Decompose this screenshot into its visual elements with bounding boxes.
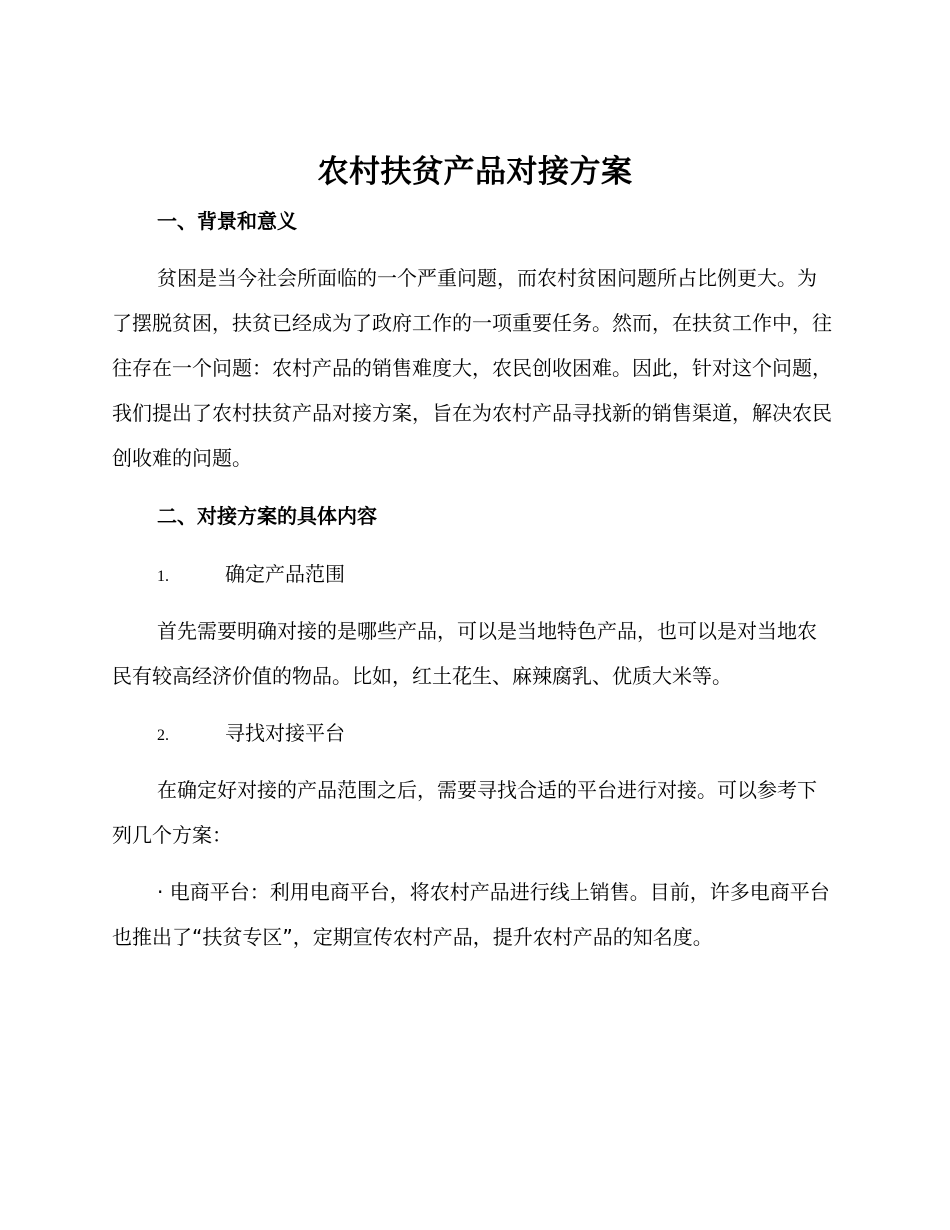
list-item-find-platform <box>157 719 345 750</box>
list-item-product-scope <box>157 560 345 591</box>
list-item-label: 确定产品范围 <box>225 562 345 586</box>
find-platform-paragraph: 在确定好对接的产品范围之后，需要寻找合适的平台进行对接。可以参考下列几个方案： <box>112 778 817 847</box>
section-heading-background: 一、背景和意义 <box>157 209 297 233</box>
ecommerce-bullet-paragraph: · 电商平台：利用电商平台，将农村产品进行线上销售。目前，许多电商平台也推出了“扶贫专区”，定期宣传农村产品，提升农村产品的知名度。 <box>112 880 830 949</box>
background-paragraph: 贫困是当今社会所面临的一个严重问题，而农村贫困问题所占比例更大。为了摆脱贫困，扶贫已经成为了政府工作的一项重要任务。然而，在扶贫工作中，往往存在一个问题：农村产品的销售难度大，农民创收困难。因此，针对这个问题，我们提出了农村扶贫产品对接方案，旨在为农村产品寻找新的销售渠道，解决农民创收难的问题。 <box>112 266 832 470</box>
section-heading-content: 二、对接方案的具体内容 <box>157 504 377 528</box>
list-item-label: 寻找对接平台 <box>225 721 345 745</box>
list-number: 2. <box>157 727 169 744</box>
product-scope-paragraph: 首先需要明确对接的是哪些产品，可以是当地特色产品，也可以是对当地农民有较高经济价值的物品。比如，红土花生、麻辣腐乳、优质大米等。 <box>112 619 817 688</box>
document-title: 农村扶贫产品对接方案 <box>317 154 633 190</box>
list-number: 1. <box>157 568 169 585</box>
